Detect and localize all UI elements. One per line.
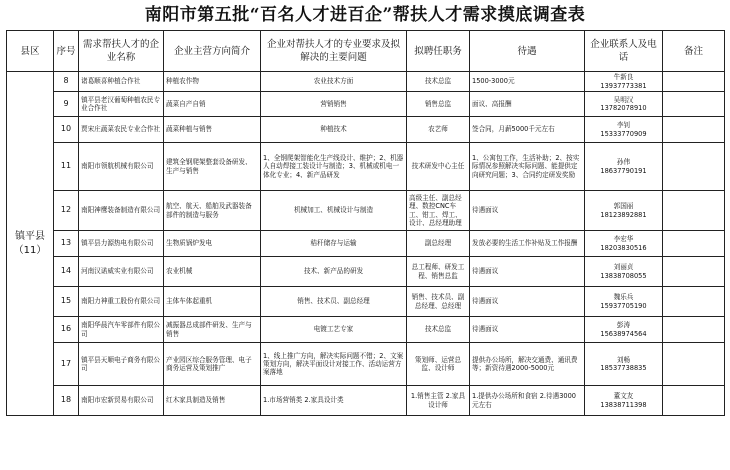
contact-name: 刘畅 — [616, 355, 631, 364]
header-remarks: 备注 — [663, 31, 725, 72]
header-business: 企业主营方向简介 — [164, 31, 261, 72]
contact-name: 彭涛 — [616, 321, 631, 330]
contact-name: 牛新良 — [613, 73, 634, 82]
contact-phone: 13838711398 — [600, 400, 647, 409]
treatment-cell: 签合同，月薪5000千元左右 — [470, 117, 585, 143]
problems-cell: 销售、技术员、副总经理 — [261, 287, 407, 317]
treatment-cell: 待遇面议 — [470, 317, 585, 343]
problems-cell: 电镀工艺专家 — [261, 317, 407, 343]
contact-name: 李钊 — [616, 121, 631, 130]
business-cell: 农业机械 — [164, 257, 261, 287]
problems-cell: 秸秆储存与运输 — [261, 231, 407, 257]
enterprise-cell: 诸葛顺喜种植合作社 — [79, 72, 164, 92]
header-position: 拟聘任职务 — [407, 31, 470, 72]
remarks-cell — [663, 343, 725, 386]
contact-name: 郭国丽 — [613, 202, 634, 211]
enterprise-cell: 南阳神鹰装备制造有限公司 — [79, 191, 164, 231]
problems-cell: 营销销售 — [261, 92, 407, 117]
treatment-cell: 发放必要的生活工作补贴及工作报酬 — [470, 231, 585, 257]
treatment-cell: 面议、高报酬 — [470, 92, 585, 117]
contact-cell — [585, 287, 663, 317]
business-cell: 种植农作物 — [164, 72, 261, 92]
enterprise-cell: 南阳市宏新贸易有限公司 — [79, 386, 164, 416]
seq-cell: 10 — [54, 117, 79, 143]
business-cell: 生物质锅炉发电 — [164, 231, 261, 257]
table-row — [7, 231, 725, 257]
contact-name: 董文友 — [613, 392, 634, 401]
enterprise-cell: 南阳华晨汽车零部件有限公司 — [79, 317, 164, 343]
contact-phone: 18203830516 — [600, 243, 647, 252]
treatment-cell: 待遇面议 — [470, 257, 585, 287]
business-cell: 红木家具制造及销售 — [164, 386, 261, 416]
table-row — [7, 386, 725, 416]
business-cell: 建筑全钢爬架整套设备研发、生产与销售 — [164, 143, 261, 191]
contact-cell — [585, 143, 663, 191]
talent-demand-table — [6, 30, 725, 416]
contact-cell — [585, 92, 663, 117]
enterprise-cell: 贾宋庄蔬菜农民专业合作社 — [79, 117, 164, 143]
treatment-cell: 1、公寓包工作，生活补助；2、按实际情况参照解决实际问题、能提供定向研究问题；3、合同约定研发奖励 — [470, 143, 585, 191]
contact-phone: 15638974564 — [600, 329, 647, 338]
table-row — [7, 143, 725, 191]
business-cell: 主体车体起重机 — [164, 287, 261, 317]
table-row — [7, 343, 725, 386]
position-cell: 技术研发中心主任 — [407, 143, 470, 191]
contact-cell — [585, 257, 663, 287]
remarks-cell — [663, 117, 725, 143]
position-cell: 高级主任、副总经理、数控CNC车工、钳工、焊工、设计、总经理助理 — [407, 191, 470, 231]
seq-cell: 14 — [54, 257, 79, 287]
treatment-cell: 1.提供办公场所和食宿 2.待遇3000元左右 — [470, 386, 585, 416]
remarks-cell — [663, 317, 725, 343]
position-cell: 技术总监 — [407, 317, 470, 343]
contact-cell — [585, 317, 663, 343]
seq-cell: 15 — [54, 287, 79, 317]
contact-phone: 13937773381 — [600, 81, 647, 90]
business-cell: 蔬菜自产自销 — [164, 92, 261, 117]
table-row — [7, 191, 725, 231]
header-treatment: 待遇 — [470, 31, 585, 72]
enterprise-cell: 镇平县老汉葡萄种植农民专业合作社 — [79, 92, 164, 117]
seq-cell: 17 — [54, 343, 79, 386]
position-cell: 总工程师、研发工程、销售总监 — [407, 257, 470, 287]
problems-cell: 技术、新产品的研发 — [261, 257, 407, 287]
contact-cell — [585, 231, 663, 257]
position-cell: 农艺师 — [407, 117, 470, 143]
seq-cell: 8 — [54, 72, 79, 92]
problems-cell: 农业技术方面 — [261, 72, 407, 92]
page-title: 南阳市第五批“百名人才进百企”帮扶人才需求摸底调查表 — [144, 5, 586, 25]
enterprise-cell: 南阳力神重工股份有限公司 — [79, 287, 164, 317]
contact-name: 李宏华 — [613, 235, 634, 244]
enterprise-cell: 南阳市领航机械有限公司 — [79, 143, 164, 191]
remarks-cell — [663, 92, 725, 117]
remarks-cell — [663, 191, 725, 231]
header-problems: 企业对帮扶人才的专业要求及拟解决的主要问题 — [261, 31, 407, 72]
header-contact: 企业联系人及电话 — [585, 31, 663, 72]
table-row — [7, 287, 725, 317]
contact-phone: 15333770909 — [600, 129, 647, 138]
table-row — [7, 117, 725, 143]
contact-phone: 18123892881 — [600, 210, 647, 219]
enterprise-cell: 镇平县力源热电有限公司 — [79, 231, 164, 257]
position-cell: 策划师、运营总监、设计师 — [407, 343, 470, 386]
enterprise-cell: 镇平县天顺电子商务有限公司 — [79, 343, 164, 386]
remarks-cell — [663, 231, 725, 257]
seq-cell: 16 — [54, 317, 79, 343]
contact-phone: 18537738835 — [600, 364, 647, 372]
header-enterprise: 需求帮扶人才的企业名称 — [79, 31, 164, 72]
county-cell: 镇平县（11） — [7, 72, 54, 416]
treatment-cell: 提供办公场所，解决交通费、通讯费等；新资待遇2000-5000元 — [470, 343, 585, 386]
remarks-cell — [663, 143, 725, 191]
seq-cell: 9 — [54, 92, 79, 117]
business-cell: 航空、航天、船舶及武器装备部件的制造与服务 — [164, 191, 261, 231]
contact-cell — [585, 117, 663, 143]
problems-cell: 1.市场营销类 2.家具设计类 — [261, 386, 407, 416]
position-cell: 副总经理 — [407, 231, 470, 257]
table-row — [7, 257, 725, 287]
contact-phone: 15937705190 — [600, 301, 647, 310]
seq-cell: 18 — [54, 386, 79, 416]
seq-cell: 12 — [54, 191, 79, 231]
position-cell: 销售总监 — [407, 92, 470, 117]
problems-cell: 种植技术 — [261, 117, 407, 143]
contact-name: 刘丽贞 — [613, 263, 634, 272]
position-cell: 1.销售主管 2.家具设计师 — [407, 386, 470, 416]
problems-cell: 1、全钢爬架智能化生产线设计、维护；2、机器人自动焊接工装设计与制造；3、机械或机电一体化专业；4、新产品研发 — [261, 143, 407, 191]
treatment-cell: 1500-3000元 — [470, 72, 585, 92]
contact-phone: 13838708055 — [600, 271, 647, 280]
remarks-cell — [663, 257, 725, 287]
business-cell: 减振器总成部件研发、生产与销售 — [164, 317, 261, 343]
business-cell: 蔬菜种植与销售 — [164, 117, 261, 143]
contact-cell — [585, 343, 663, 386]
contact-cell — [585, 72, 663, 92]
seq-cell: 11 — [54, 143, 79, 191]
table-row — [7, 92, 725, 117]
remarks-cell — [663, 287, 725, 317]
contact-name: 吴明汉 — [613, 95, 634, 104]
contact-phone: 18637790191 — [600, 166, 647, 175]
problems-cell: 机械加工、机械设计与制造 — [261, 191, 407, 231]
business-cell: 产业园区综合服务管理、电子商务运营及策划推广 — [164, 343, 261, 386]
treatment-cell: 待遇面议 — [470, 287, 585, 317]
contact-phone: 13782078910 — [600, 104, 647, 112]
seq-cell: 13 — [54, 231, 79, 257]
contact-name: 孙伟 — [616, 158, 631, 167]
treatment-cell: 待遇面议 — [470, 191, 585, 231]
remarks-cell — [663, 386, 725, 416]
remarks-cell — [663, 72, 725, 92]
contact-name: 魏乐兵 — [613, 293, 634, 302]
table-row — [7, 72, 725, 92]
enterprise-cell: 河南汉诺威实业有限公司 — [79, 257, 164, 287]
contact-cell — [585, 191, 663, 231]
contact-cell — [585, 386, 663, 416]
header-county: 县区 — [7, 31, 54, 72]
position-cell: 技术总监 — [407, 72, 470, 92]
problems-cell: 1、线上推广方向，解决实际问题不错；2、文案策划方向，解决平面设计对接工作、活动运营方案落地 — [261, 343, 407, 386]
position-cell: 销售、技术员、副总经理、总经理 — [407, 287, 470, 317]
header-seq: 序号 — [54, 31, 79, 72]
table-row — [7, 317, 725, 343]
header-row — [7, 31, 725, 72]
